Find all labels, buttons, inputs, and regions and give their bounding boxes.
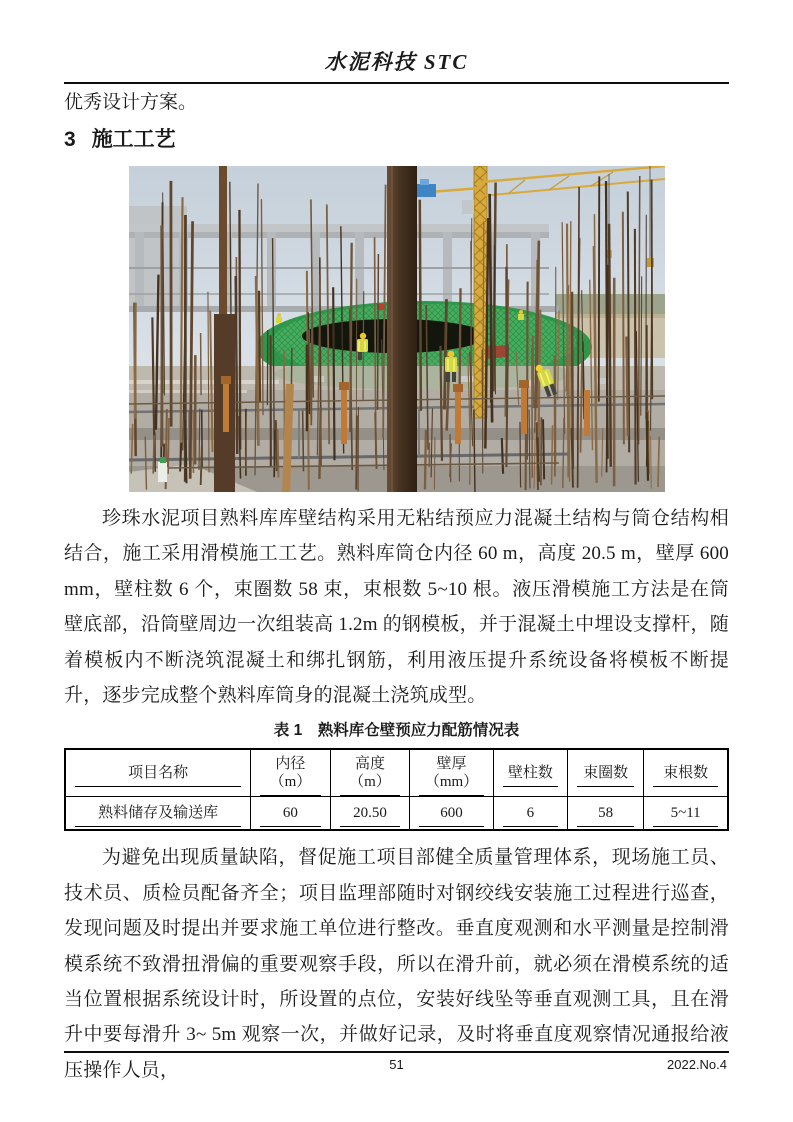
table-header-cell: 壁柱数 [493, 749, 567, 797]
section-title: 施工工艺 [91, 128, 176, 151]
table-header-cell: 高度（m） [330, 749, 410, 797]
table-header-cell: 壁厚（mm） [410, 749, 494, 797]
page-number: 51 [389, 1057, 404, 1072]
issue-label: 2022.No.4 [667, 1057, 727, 1072]
table-header-cell: 项目名称 [65, 749, 251, 797]
footer-rule [64, 1051, 729, 1053]
table-cell: 5~11 [644, 797, 728, 831]
page-footer [64, 1051, 729, 1074]
table-row [65, 797, 728, 831]
rebar-config-table [64, 748, 729, 831]
table-cell: 20.50 [330, 797, 410, 831]
table-header-cell: 内径（m） [251, 749, 331, 797]
table-cell: 熟料储存及输送库 [65, 797, 251, 831]
table-cell: 6 [493, 797, 567, 831]
table-header-cell: 束根数 [644, 749, 728, 797]
construction-photo [129, 166, 665, 492]
table-caption: 表 1 熟料库仓壁预应力配筋情况表 [273, 722, 520, 740]
intro-text: 优秀设计方案。 [64, 92, 198, 113]
table-cell: 60 [251, 797, 331, 831]
table-header-row [65, 749, 728, 797]
paragraph-2: 为避免出现质量缺陷，督促施工项目部健全质量管理体系，现场施工员、技术员、质检员配备齐全；项目监理部随时对钢绞线安装施工过程进行巡查，发现问题及时提出并要求施工单位进行整改。垂直度观测和水平测量是控制滑模系统不致滑扭滑偏的重要观察手段，所以在滑升前，就必须在滑模系统的适当位置根据系统设计时，所设置的点位，安装好线坠等垂直观测工具，且在滑升中要每滑升 3~ 5m 观察一次，并做好记录，及时将垂直度观察情况通报给液压操作人员， [64, 847, 729, 1081]
table-cell: 600 [410, 797, 494, 831]
section-heading [64, 126, 729, 154]
section-number: 3 [64, 128, 76, 151]
header-rule [64, 82, 729, 84]
page-header [64, 42, 729, 84]
table-cell: 58 [568, 797, 644, 831]
table-header-cell: 束圈数 [568, 749, 644, 797]
paragraph-1: 珍珠水泥项目熟料库库壁结构采用无粘结预应力混凝土结构与筒仓结构相结合，施工采用滑模施工工艺。熟料库筒仓内径 60 m，高度 20.5 m，壁厚 600 mm，壁柱数 6 个，束圈数 58 束，束根数 5~10 根。液压滑模施工方法是在筒壁底部，沿筒壁周边一次组装高 1.2m 的钢模板，并于混凝土中埋设支撑杆，随着模板内不断浇筑混凝土和绑扎钢筋，利用液压提升系统设备将模板不断提升，逐步完成整个熟料库筒身的混凝土浇筑成型。 [64, 508, 729, 707]
journal-title: 水泥科技 STC [324, 50, 469, 74]
